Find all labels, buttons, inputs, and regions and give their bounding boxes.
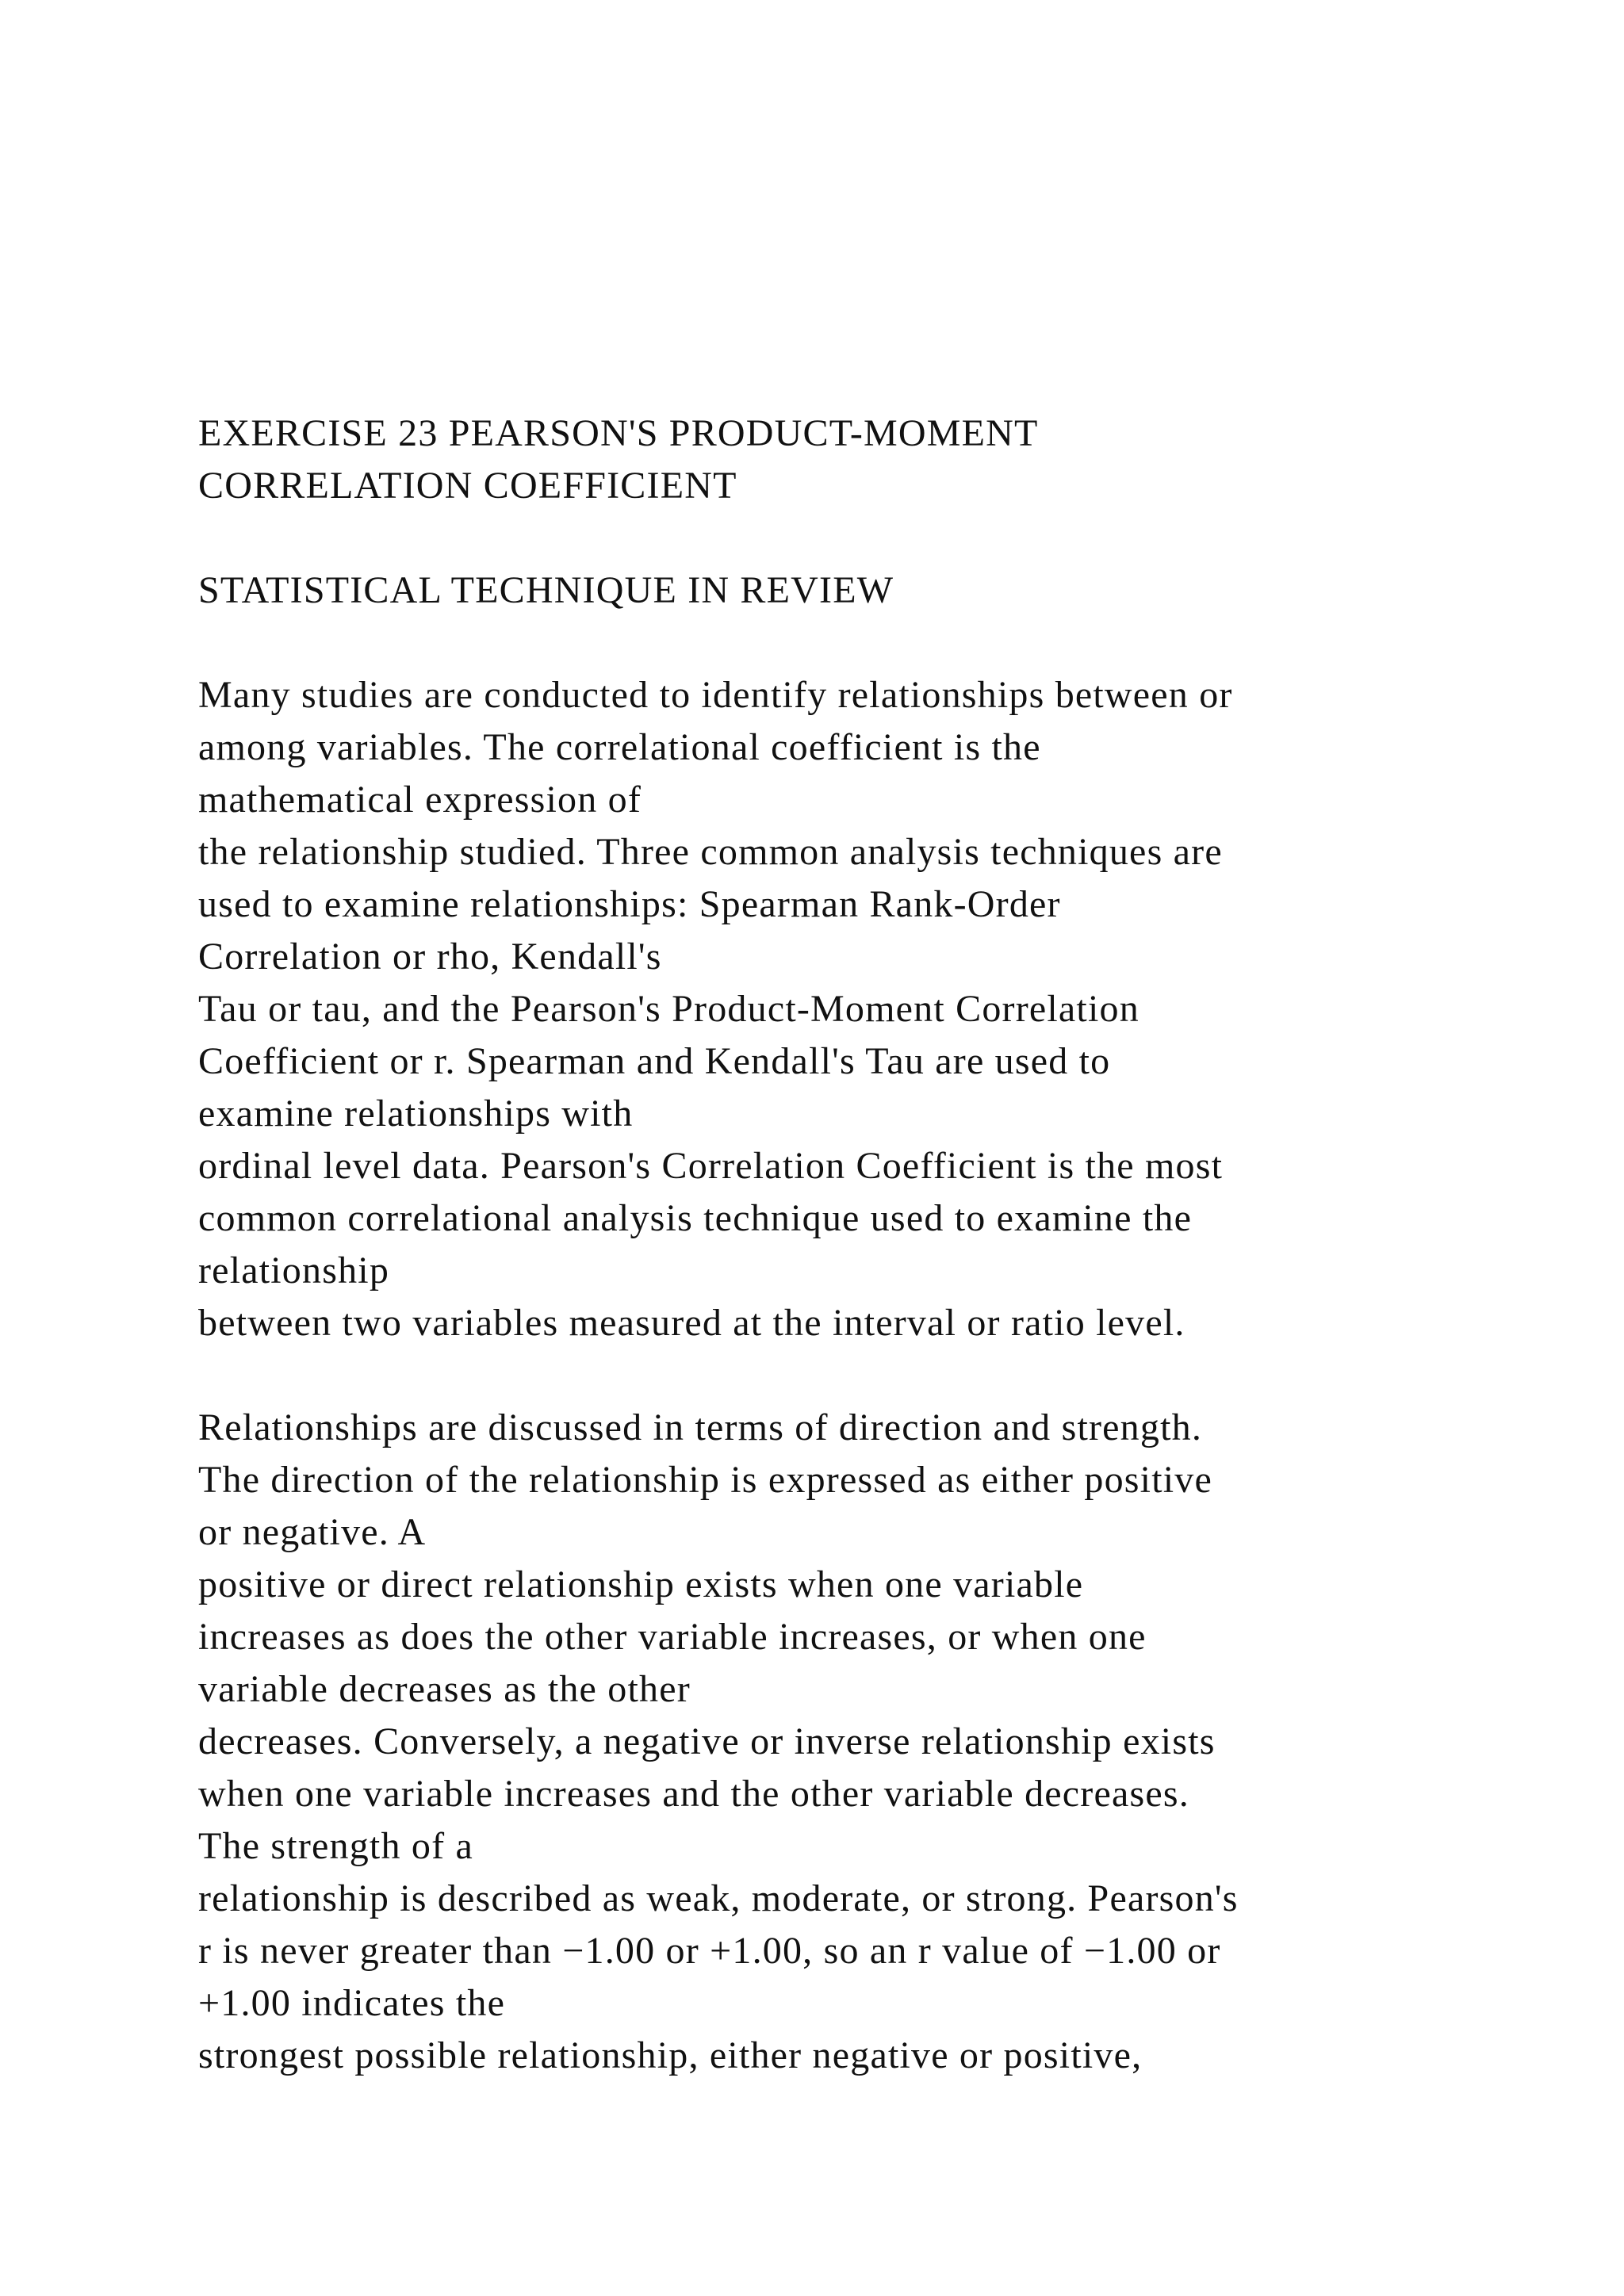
title-line-2: CORRELATION COEFFICIENT xyxy=(198,465,737,507)
spacer xyxy=(198,512,1546,564)
paragraph1-line: mathematical expression of xyxy=(198,779,642,821)
paragraph1-line: examine relationships with xyxy=(198,1093,634,1135)
paragraph2-line: The direction of the relationship is expressed as either positive xyxy=(198,1459,1212,1501)
paragraph1-line: relationship xyxy=(198,1249,390,1292)
spacer xyxy=(198,617,1546,669)
paragraph2-line: The strength of a xyxy=(198,1825,473,1867)
paragraph2-line: when one variable increases and the other variable decreases. xyxy=(198,1773,1189,1815)
document-body xyxy=(198,408,1546,2082)
paragraph2-line: +1.00 indicates the xyxy=(198,1982,506,2024)
paragraph1-line: used to examine relationships: Spearman Rank-Order xyxy=(198,883,1061,925)
paragraph2-line: r is never greater than −1.00 or +1.00, so an r value of −1.00 or xyxy=(198,1930,1221,1972)
paragraph1-line: among variables. The correlational coefficient is the xyxy=(198,726,1041,768)
paragraph1-line: Tau or tau, and the Pearson's Product-Moment Correlation xyxy=(198,988,1139,1030)
paragraph1-line: Coefficient or r. Spearman and Kendall's Tau are used to xyxy=(198,1040,1111,1082)
paragraph2-line: positive or direct relationship exists when one variable xyxy=(198,1563,1084,1605)
paragraph1-line: common correlational analysis technique used to examine the xyxy=(198,1197,1193,1239)
paragraph1-line: between two variables measured at the interval or ratio level. xyxy=(198,1302,1185,1344)
paragraph2-line: strongest possible relationship, either negative or positive, xyxy=(198,2034,1143,2076)
paragraph1-line: ordinal level data. Pearson's Correlation Coefficient is the most xyxy=(198,1145,1224,1187)
paragraph1-line: the relationship studied. Three common analysis techniques are xyxy=(198,831,1223,873)
paragraph2-line: or negative. A xyxy=(198,1511,427,1553)
paragraph1-line: Correlation or rho, Kendall's xyxy=(198,936,662,978)
paragraph2-line: variable decreases as the other xyxy=(198,1668,691,1710)
paragraph2-line: relationship is described as weak, moderate, or strong. Pearson's xyxy=(198,1877,1239,1919)
paragraph2-line: Relationships are discussed in terms of direction and strength. xyxy=(198,1406,1203,1448)
title-line-1: EXERCISE 23 PEARSON'S PRODUCT-MOMENT xyxy=(198,412,1039,454)
paragraph2-line: increases as does the other variable increases, or when one xyxy=(198,1616,1147,1658)
paragraph2-line: decreases. Conversely, a negative or inverse relationship exists xyxy=(198,1720,1216,1762)
section-heading: STATISTICAL TECHNIQUE IN REVIEW xyxy=(198,569,894,611)
spacer xyxy=(198,1349,1546,1402)
paragraph1-line: Many studies are conducted to identify relationships between or xyxy=(198,674,1233,716)
